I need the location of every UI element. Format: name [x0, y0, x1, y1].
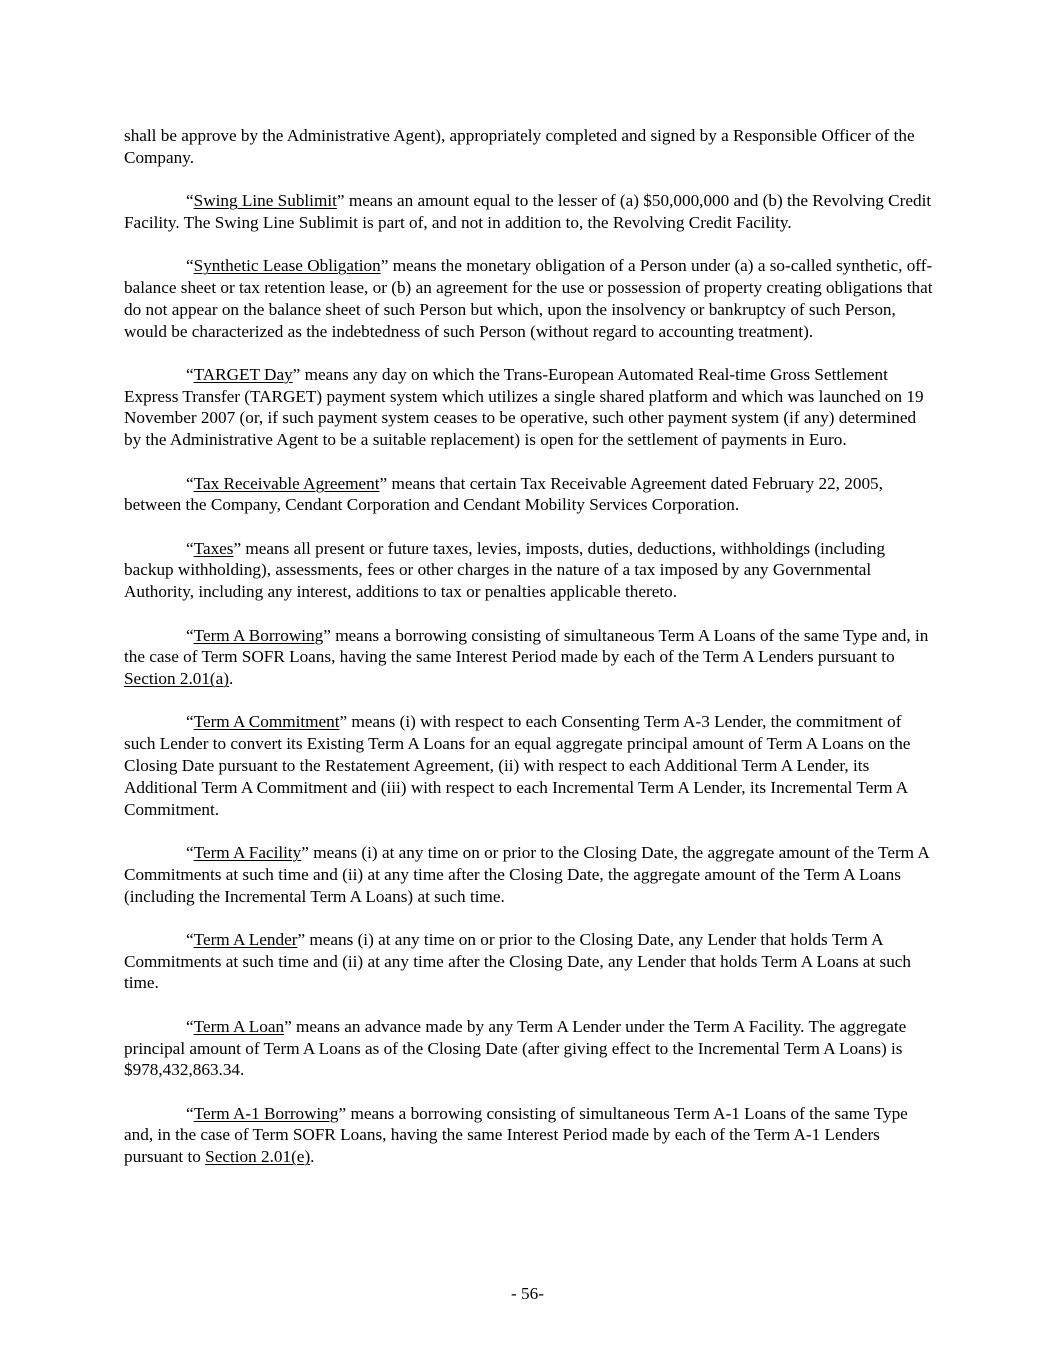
defined-term: Term A-1 Borrowing — [193, 1103, 339, 1123]
definition-text: means any day on which the Trans-European Automated Real-time Gross Settlement Express Transfer (TARGET) payment system which utilizes a single shared platform and which was launched on 19 November 2007 (or, if such payment system ceases to be operative, such other payment system (if any) determined by the Administrative Agent to be a suitable replacement) is open for the settlement of payments in Euro. — [124, 364, 924, 450]
defined-term: Term A Borrowing — [193, 625, 324, 645]
definition-text: means that certain Tax Receivable Agreement dated February 22, 2005, between the Company, Cendant Corporation and Cendant Mobility Services Corporation. — [124, 473, 883, 515]
defined-term: Term A Commitment — [193, 712, 340, 732]
definition-text: means (i) with respect to each Consenting Term A-3 Lender, the commitment of such Lender to convert its Existing Term A Loans for an equal aggregate principal amount of Term A Loans on the Closing Date pursuant to the Restatement Agreement, (ii) with respect to each Additional Term A Lender, its Additional Term A Commitment and (iii) with respect to each Incremental Term A Lender, its Incremental Term A Commitment. — [124, 712, 911, 819]
definition-text: means an amount equal to the lesser of (a) $50,000,000 and (b) the Revolving Credit Facility. The Swing Line Sublimit is part of, and not in addition to, the Revolving Credit Facility. — [124, 191, 932, 232]
definition-taxes: “Taxes” means all present or future taxes, levies, imposts, duties, deductions, withholdings (including backup withholding), assessments, fees or other charges in the nature of a tax imposed by any Governmental Authority, including any interest, additions to tax or penalties applicable thereto. — [124, 538, 886, 602]
defined-term: Tax Receivable Agreement — [193, 473, 380, 493]
definition-tail: . — [229, 669, 234, 689]
section-reference: Section 2.01(a) — [124, 669, 230, 689]
defined-term: Swing Line Sublimit — [193, 191, 337, 211]
defined-term: Synthetic Lease Obligation — [193, 256, 381, 276]
definition-text: means a borrowing consisting of simultaneous Term A-1 Loans of the same Type and, in the case of Term SOFR Loans, having the same Interest Period made by each of the Term A-1 Lenders pursuant to — [124, 1103, 908, 1167]
definition-synthetic-lease-obligation: “Synthetic Lease Obligation” means the monetary obligation of a Person under (a) a so-called synthetic, off-balance sheet or tax retention lease, or (b) an agreement for the use or possession of property creating obligations that do not appear on the balance sheet of such Person but which, upon the insolvency or bankruptcy of such Person, would be characterized as the indebtedness of such Person (without regard to accounting treatment). — [124, 256, 933, 341]
defined-term: Term A Lender — [193, 929, 298, 949]
definition-tax-receivable-agreement: “Tax Receivable Agreement” means that certain Tax Receivable Agreement dated February 22, 2005, between the Company, Cendant Corporation and Cendant Mobility Services Corporation. — [124, 473, 883, 515]
definition-term-a-1-borrowing: “Term A-1 Borrowing” means a borrowing consisting of simultaneous Term A-1 Loans of the same Type and, in the case of Term SOFR Loans, having the same Interest Period made by each of the Term A-1 Lenders pursuant to Section 2.01(e). — [124, 1103, 908, 1167]
definition-text: means all present or future taxes, levies, imposts, duties, deductions, withholdings (including backup withholding), assessments, fees or other charges in the nature of a tax imposed by any Governmental Authority, including any interest, additions to tax or penalties applicable thereto. — [124, 538, 886, 602]
definition-text: means an advance made by any Term A Lender under the Term A Facility. The aggregate principal amount of Term A Loans as of the Closing Date (after giving effect to the Incremental Term A Loans) is $978,432,863.34. — [124, 1016, 907, 1080]
definition-term-a-commitment: “Term A Commitment” means (i) with respect to each Consenting Term A-3 Lender, the commitment of such Lender to convert its Existing Term A Loans for an equal aggregate principal amount of Term A Loans on the Closing Date pursuant to the Restatement Agreement, (ii) with respect to each Additional Term A Lender, its Additional Term A Commitment and (iii) with respect to each Incremental Term A Lender, its Incremental Term A Commitment. — [124, 712, 911, 819]
defined-term: TARGET Day — [193, 364, 293, 384]
section-reference: Section 2.01(e) — [205, 1147, 311, 1167]
definition-target-day: “TARGET Day” means any day on which the Trans-European Automated Real-time Gross Settlement Express Transfer (TARGET) payment system which utilizes a single shared platform and which was launched on 19 November 2007 (or, if such payment system ceases to be operative, such other payment system (if any) determined by the Administrative Agent to be a suitable replacement) is open for the settlement of payments in Euro. — [124, 364, 924, 450]
document-page — [124, 125, 934, 1189]
defined-term: Taxes — [193, 538, 234, 558]
defined-term: Term A Facility — [193, 842, 302, 862]
definition-text: means a borrowing consisting of simultaneous Term A Loans of the same Type and, in the case of Term SOFR Loans, having the same Interest Period made by each of the Term A Lenders pursuant to — [124, 625, 929, 667]
page-number: - 56- — [511, 1284, 544, 1303]
definition-term-a-lender: “Term A Lender” means (i) at any time on or prior to the Closing Date, any Lender that holds Term A Commitments at such time and (ii) at any time after the Closing Date, any Lender that holds Term A Loans at such time. — [124, 929, 912, 993]
definition-term-a-borrowing: “Term A Borrowing” means a borrowing consisting of simultaneous Term A Loans of the same Type and, in the case of Term SOFR Loans, having the same Interest Period made by each of the Term A Lenders pursuant to Section 2.01(a). — [124, 625, 929, 689]
definition-tail: . — [310, 1147, 315, 1167]
definition-swing-line-sublimit: “Swing Line Sublimit” means an amount equal to the lesser of (a) $50,000,000 and (b) the Revolving Credit Facility. The Swing Line Sublimit is part of, and not in addition to, the Revolving Credit Facility. — [124, 191, 932, 232]
definition-text: means the monetary obligation of a Person under (a) a so-called synthetic, off-balance sheet or tax retention lease, or (b) an agreement for the use or possession of property creating obligations that do not appear on the balance sheet of such Person but which, upon the insolvency or bankruptcy of such Person, would be characterized as the indebtedness of such Person (without regard to accounting treatment). — [124, 256, 933, 341]
definition-text: means (i) at any time on or prior to the Closing Date, the aggregate amount of the Term A Commitments at such time and (ii) at any time after the Closing Date, the aggregate amount of the Term A Loans (including the Incremental Term A Loans) at such time. — [124, 842, 929, 906]
definition-term-a-loan: “Term A Loan” means an advance made by any Term A Lender under the Term A Facility. The aggregate principal amount of Term A Loans as of the Closing Date (after giving effect to the Incremental Term A Loans) is $978,432,863.34. — [124, 1016, 907, 1080]
definition-term-a-facility: “Term A Facility” means (i) at any time on or prior to the Closing Date, the aggregate amount of the Term A Commitments at such time and (ii) at any time after the Closing Date, the aggregate amount of the Term A Loans (including the Incremental Term A Loans) at such time. — [124, 842, 929, 906]
continuation-paragraph: shall be approve by the Administrative Agent), appropriately completed and signed by a Responsible Officer of the Company. — [124, 126, 915, 167]
defined-term: Term A Loan — [193, 1016, 285, 1036]
definition-text: means (i) at any time on or prior to the Closing Date, any Lender that holds Term A Commitments at such time and (ii) at any time after the Closing Date, any Lender that holds Term A Loans at such time. — [124, 929, 912, 993]
